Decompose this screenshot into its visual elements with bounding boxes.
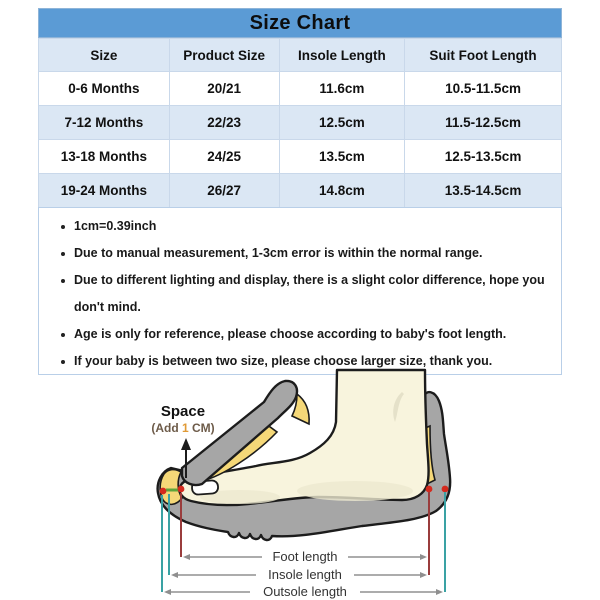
cell-insole-length: 11.6cm — [279, 72, 405, 106]
notes-box — [38, 207, 562, 375]
space-sub-label — [151, 421, 214, 435]
cell-insole-length: 12.5cm — [279, 106, 405, 140]
col-header-size: Size — [39, 39, 170, 72]
foot-shading — [297, 481, 413, 501]
col-header-suit-foot-length: Suit Foot Length — [405, 39, 562, 72]
arrow-left-icon — [183, 554, 190, 560]
note-item — [51, 213, 551, 240]
table-header-row — [39, 39, 562, 72]
cell-insole-length: 13.5cm — [279, 140, 405, 174]
cell-age: 19-24 Months — [39, 174, 170, 208]
arrow-right-icon — [420, 572, 427, 578]
marker-dot — [160, 488, 167, 495]
arrow-left-icon — [164, 589, 171, 595]
chart-title-bar — [38, 8, 562, 38]
cell-suit-foot-length: 10.5-11.5cm — [405, 72, 562, 106]
cell-suit-foot-length: 13.5-14.5cm — [405, 174, 562, 208]
foot-measurement-diagram — [0, 374, 600, 600]
arrow-right-icon — [436, 589, 443, 595]
table-row — [39, 140, 562, 174]
cell-insole-length: 14.8cm — [279, 174, 405, 208]
cell-product-size: 24/25 — [169, 140, 279, 174]
cell-age: 7-12 Months — [39, 106, 170, 140]
note-text: Due to different lighting and display, there is a slight color difference, hope you don't mind. — [74, 273, 545, 314]
note-item — [51, 348, 551, 375]
space-sub-prefix: (Add — [151, 421, 182, 435]
cell-age: 0-6 Months — [39, 72, 170, 106]
cell-product-size: 20/21 — [169, 72, 279, 106]
note-text: Age is only for reference, please choose according to baby's foot length. — [74, 327, 507, 341]
cell-suit-foot-length: 12.5-13.5cm — [405, 140, 562, 174]
col-header-product-size: Product Size — [169, 39, 279, 72]
arrow-right-icon — [420, 554, 427, 560]
space-sub-suffix: CM) — [188, 421, 215, 435]
col-header-insole-length: Insole Length — [279, 39, 405, 72]
cell-suit-foot-length: 11.5-12.5cm — [405, 106, 562, 140]
notes-list — [51, 213, 551, 375]
note-item — [51, 267, 551, 321]
size-table — [38, 38, 562, 208]
note-item — [51, 321, 551, 348]
insole-length-label: Insole length — [268, 567, 342, 582]
page-title: Size Chart — [249, 11, 351, 34]
arrow-left-icon — [171, 572, 178, 578]
outsole-length-label: Outsole length — [263, 584, 347, 599]
space-label: Space — [160, 403, 206, 420]
note-text: 1cm=0.39inch — [74, 219, 157, 233]
cell-age: 13-18 Months — [39, 140, 170, 174]
note-item — [51, 240, 551, 267]
marker-dot — [442, 486, 449, 493]
table-row — [39, 72, 562, 106]
cell-product-size: 26/27 — [169, 174, 279, 208]
cell-product-size: 22/23 — [169, 106, 279, 140]
space-sub-value: 1 — [181, 421, 189, 435]
note-text: If your baby is between two size, please choose larger size, thank you. — [74, 354, 493, 368]
marker-dot — [426, 486, 433, 493]
foot-length-label: Foot length — [272, 549, 338, 564]
note-text: Due to manual measurement, 1-3cm error is within the normal range. — [74, 246, 483, 260]
table-row — [39, 106, 562, 140]
space-arrow-up-icon — [181, 438, 191, 450]
marker-dot — [178, 486, 185, 493]
table-row — [39, 174, 562, 208]
